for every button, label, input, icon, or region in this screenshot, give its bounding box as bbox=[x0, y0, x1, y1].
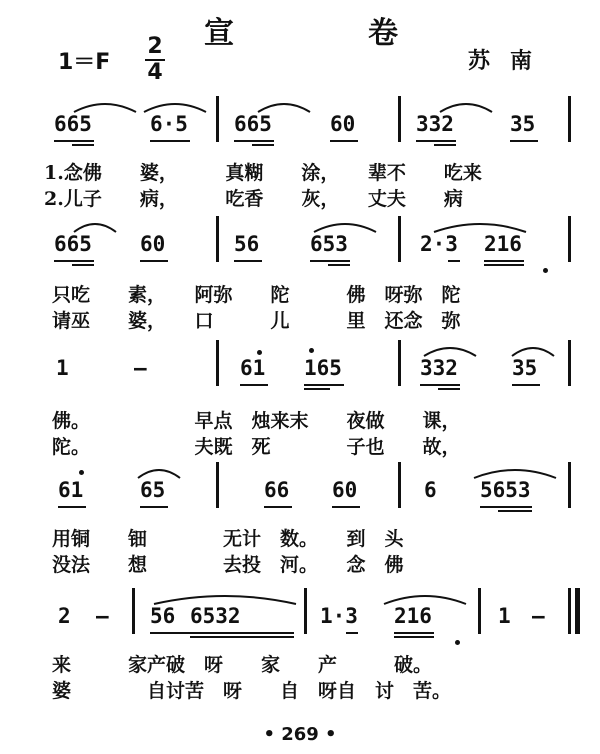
barline bbox=[568, 462, 571, 508]
underline bbox=[498, 510, 532, 512]
underline bbox=[140, 506, 168, 508]
underline bbox=[150, 140, 190, 142]
barline bbox=[216, 216, 219, 262]
note-group: 332 bbox=[420, 356, 458, 380]
lyric-verse-1: 用铜 钿 无计 数。 到 头 bbox=[52, 528, 404, 550]
barline bbox=[398, 340, 401, 386]
note-group: 2 bbox=[58, 604, 71, 628]
underline bbox=[304, 388, 330, 390]
underline bbox=[332, 506, 360, 508]
note-group: 60 bbox=[140, 232, 166, 256]
time-signature bbox=[143, 36, 167, 84]
lyric-verse-2: 没法 想 去投 河。 念 佛 bbox=[52, 554, 404, 576]
note-group: 6·5 bbox=[150, 112, 188, 136]
underline bbox=[72, 264, 94, 266]
underline bbox=[58, 506, 86, 508]
note-group: 60 bbox=[332, 478, 358, 502]
note-group: 60 bbox=[330, 112, 356, 136]
underline bbox=[264, 506, 292, 508]
note-group: 665 bbox=[54, 232, 92, 256]
barline bbox=[132, 588, 135, 634]
underline bbox=[310, 260, 350, 262]
lyric-verse-2: 请巫 婆， 口 儿 里 还念 弥 bbox=[52, 310, 461, 332]
underline bbox=[54, 140, 94, 142]
note-group: — bbox=[134, 356, 147, 380]
underline bbox=[394, 632, 434, 634]
underline bbox=[240, 384, 268, 386]
note-group: 35 bbox=[510, 112, 536, 136]
underline bbox=[434, 144, 456, 146]
song-origin: 苏南 bbox=[468, 48, 553, 74]
lyric-verse-2: 陀。 夫既 死 子也 故， bbox=[52, 436, 461, 458]
note-group: 165 bbox=[304, 356, 342, 380]
title-char-2: 卷 bbox=[368, 16, 398, 51]
underline bbox=[304, 384, 344, 386]
underline bbox=[510, 140, 538, 142]
note-group: 56 bbox=[150, 604, 176, 628]
underline bbox=[252, 144, 274, 146]
underline bbox=[448, 260, 460, 262]
lyric-verse-1: 1.念佛 婆， 真糊 涂， 辈不 吃来 bbox=[44, 162, 482, 184]
underline bbox=[438, 388, 460, 390]
barline bbox=[478, 588, 481, 634]
underline bbox=[480, 506, 532, 508]
note-group: 65 bbox=[140, 478, 166, 502]
final-barline-thick bbox=[575, 588, 580, 634]
barline bbox=[568, 340, 571, 386]
barline bbox=[398, 96, 401, 142]
underline bbox=[330, 140, 358, 142]
underline bbox=[394, 636, 434, 638]
note-group: 216 bbox=[394, 604, 432, 628]
lyric-verse-1: 来 家产破 呀 家 产 破。 bbox=[52, 654, 433, 676]
song-title bbox=[0, 8, 600, 51]
barline bbox=[568, 96, 571, 142]
underline bbox=[346, 632, 358, 634]
note-group: 665 bbox=[234, 112, 272, 136]
key-signature: 1＝F bbox=[58, 50, 111, 75]
note-group: 1 bbox=[56, 356, 69, 380]
lower-octave-dot bbox=[543, 268, 548, 273]
underline bbox=[72, 144, 94, 146]
underline bbox=[190, 636, 294, 638]
barline bbox=[398, 216, 401, 262]
note-group: 216 bbox=[484, 232, 522, 256]
underline bbox=[328, 264, 350, 266]
barline bbox=[216, 96, 219, 142]
underline bbox=[234, 140, 274, 142]
note-group: 6 bbox=[424, 478, 437, 502]
title-char-1: 宣 bbox=[204, 16, 234, 51]
note-group: — bbox=[96, 604, 109, 628]
note-group: 1·3 bbox=[320, 604, 358, 628]
barline bbox=[216, 340, 219, 386]
barline bbox=[304, 588, 307, 634]
note-group: 35 bbox=[512, 356, 538, 380]
time-denominator: 4 bbox=[147, 60, 163, 85]
final-barline-thin bbox=[568, 588, 571, 634]
underline bbox=[54, 260, 94, 262]
underline bbox=[420, 384, 460, 386]
barline bbox=[398, 462, 401, 508]
note-group: 332 bbox=[416, 112, 454, 136]
lyric-verse-1: 只吃 素， 阿弥 陀 佛 呀弥 陀 bbox=[52, 284, 461, 306]
note-group: 665 bbox=[54, 112, 92, 136]
lyric-verse-2: 2.儿子 病， 吃香 灰， 丈夫 病 bbox=[44, 188, 463, 210]
note-group: — bbox=[532, 604, 545, 628]
note-group: 61 bbox=[58, 478, 84, 502]
barline bbox=[216, 462, 219, 508]
note-group: 2·3 bbox=[420, 232, 458, 256]
underline bbox=[234, 260, 262, 262]
upper-octave-dot bbox=[309, 348, 314, 353]
note-group: 66 bbox=[264, 478, 290, 502]
underline bbox=[416, 140, 456, 142]
lyric-verse-1: 佛。 早点 烛来末 夜做 课， bbox=[52, 410, 461, 432]
underline bbox=[484, 260, 524, 262]
barline bbox=[568, 216, 571, 262]
upper-octave-dot bbox=[79, 470, 84, 475]
page-number: • 269 • bbox=[263, 724, 337, 745]
underline bbox=[512, 384, 540, 386]
upper-octave-dot bbox=[257, 350, 262, 355]
lower-octave-dot bbox=[455, 640, 460, 645]
note-group: 5653 bbox=[480, 478, 531, 502]
underline bbox=[150, 632, 294, 634]
lyric-verse-2: 婆 自讨苦 呀 自 呀自 讨 苦。 bbox=[52, 680, 452, 702]
note-group: 653 bbox=[310, 232, 348, 256]
note-group: 1 bbox=[498, 604, 511, 628]
underline bbox=[140, 260, 168, 262]
underline bbox=[484, 264, 524, 266]
note-group: 56 bbox=[234, 232, 260, 256]
time-numerator: 2 bbox=[147, 34, 163, 59]
note-group: 61 bbox=[240, 356, 266, 380]
note-group: 6532 bbox=[190, 604, 241, 628]
